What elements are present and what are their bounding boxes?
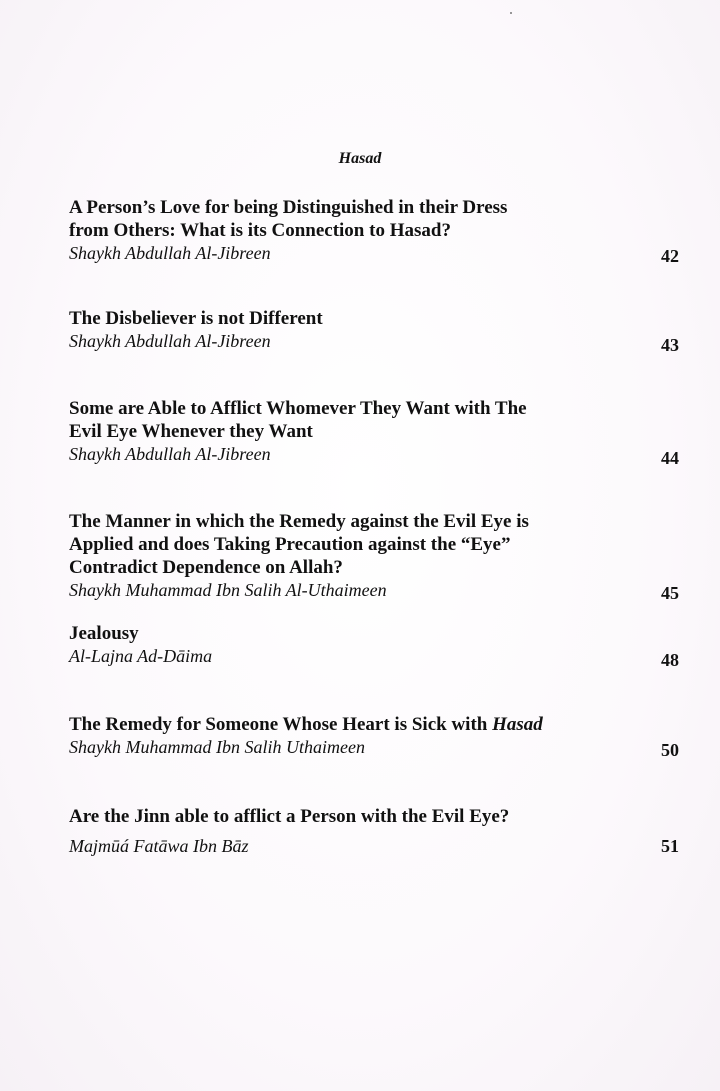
toc-entry [69, 196, 679, 264]
entry-title: The Remedy for Someone Whose Heart is Sick with Hasad [69, 714, 543, 735]
entry-author: Majmūá Fatāwa Ibn Bāz [69, 836, 249, 856]
entry-title: Some are Able to Afflict Whomever They Want with The Evil Eye Whenever they Want [69, 398, 527, 442]
toc-entry [69, 397, 679, 468]
page-number: 48 [661, 650, 679, 670]
toc-entry [69, 510, 679, 601]
entry-author: Shaykh Abdullah Al-Jibreen [69, 243, 271, 263]
page-number: 42 [661, 246, 679, 266]
page-number: 45 [661, 583, 679, 603]
page-number: 43 [661, 335, 679, 355]
entry-title: The Disbeliever is not Different [69, 308, 323, 329]
entry-title: Jealousy [69, 623, 139, 644]
page-number: 44 [661, 448, 679, 468]
toc-entry [69, 622, 679, 670]
page-number: 50 [661, 740, 679, 760]
entry-author: Shaykh Abdullah Al-Jibreen [69, 444, 271, 464]
entry-title: A Person’s Love for being Distinguished in their Dress from Others: What is its Connection to Hasad? [69, 197, 508, 241]
toc-entry [69, 805, 679, 857]
entry-author: Shaykh Abdullah Al-Jibreen [69, 331, 271, 351]
page-number: 51 [661, 836, 679, 856]
entry-author: Shaykh Muhammad Ibn Salih Al-Uthaimeen [69, 580, 387, 600]
entry-title: Are the Jinn able to afflict a Person with the Evil Eye? [69, 806, 510, 827]
ink-speck [510, 12, 512, 14]
section-title: Hasad [338, 150, 382, 167]
toc-entry [69, 713, 679, 758]
entry-author: Shaykh Muhammad Ibn Salih Uthaimeen [69, 737, 365, 757]
entry-author: Al-Lajna Ad-Dāima [69, 646, 213, 666]
toc-entry [69, 307, 679, 355]
entry-title: The Manner in which the Remedy against the Evil Eye is Applied and does Taking Precaution against the “Eye” Contradict Dependence on Allah? [69, 511, 529, 578]
